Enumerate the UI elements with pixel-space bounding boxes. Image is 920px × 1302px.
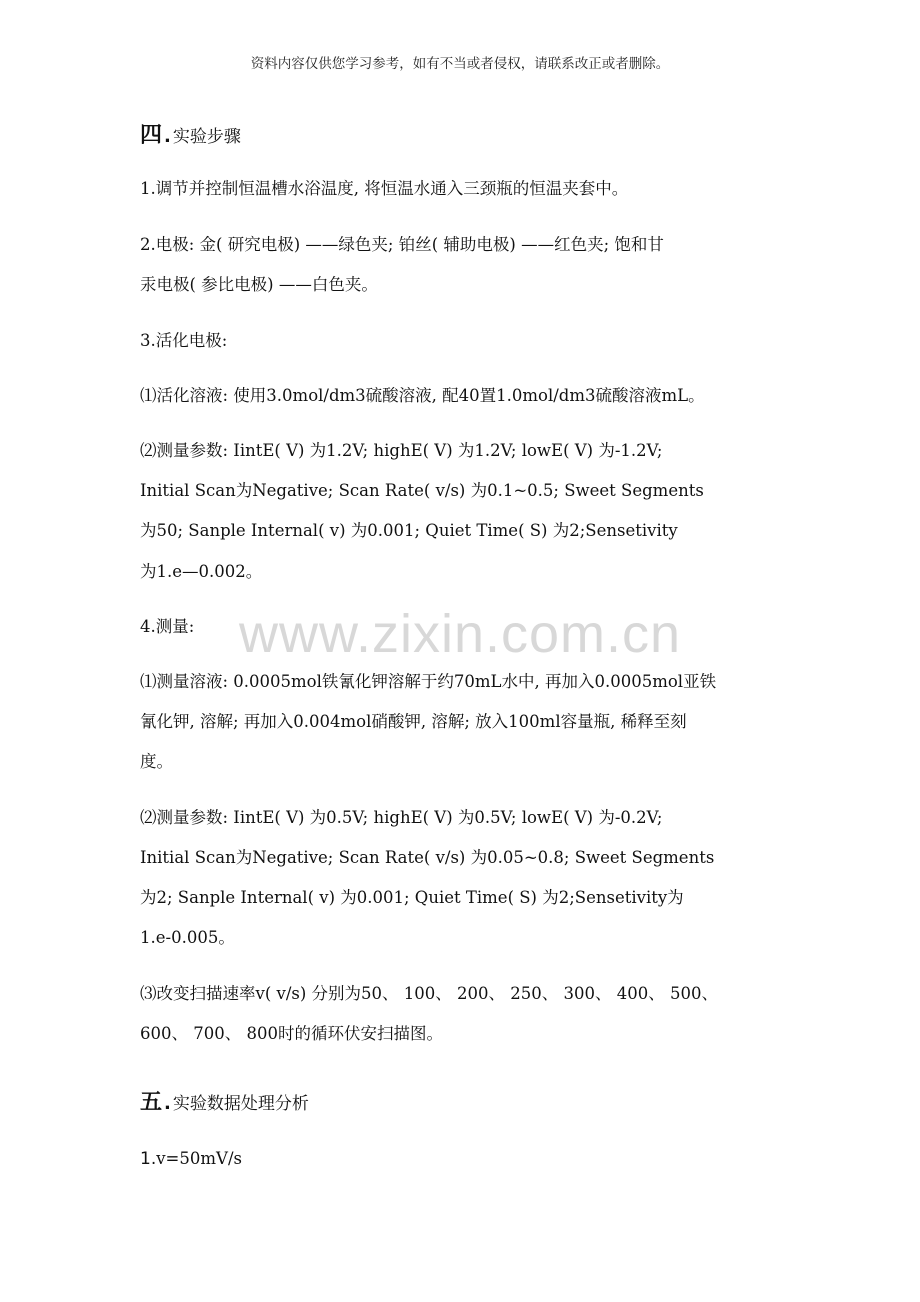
step-4-3-line-1: ⑶改变扫描速率v( v/s) 分别为50、 100、 200、 250、 300、 400、 500、 xyxy=(140,984,718,1003)
step-4-1-line-2: 氰化钾, 溶解; 再加入0.004mol硝酸钾, 溶解; 放入100ml容量瓶, 稀释至刻 xyxy=(140,712,687,731)
step-4-2-line-1: ⑵测量参数: IintE( V) 为0.5V; highE( V) 为0.5V; lowE( V) 为-0.2V; xyxy=(140,808,663,827)
step-3-2-line-3: 为50; Sanple Internal( v) 为0.001; Quiet Time( S) 为2;Sensetivity xyxy=(140,521,678,540)
step-4-2-line-2: Initial Scan为Negative; Scan Rate( v/s) 为0.05~0.8; Sweet Segments xyxy=(140,848,715,867)
step-4-1-line-1: ⑴测量溶液: 0.0005mol铁氰化钾溶解于约70mL水中, 再加入0.0005mol亚铁 xyxy=(140,672,717,691)
section-number: 四 xyxy=(140,123,163,148)
step-1: 1.调节并控制恒温槽水浴温度, 将恒温水通入三颈瓶的恒温夹套中。 xyxy=(140,179,629,198)
section-number: 五 xyxy=(140,1090,163,1115)
section-dot: . xyxy=(164,126,171,147)
section-title: 实验步骤 xyxy=(172,127,241,147)
step-3-2-line-1: ⑵测量参数: IintE( V) 为1.2V; highE( V) 为1.2V; lowE( V) 为-1.2V; xyxy=(140,441,663,460)
step-2-line-1: 2.电极: 金( 研究电极) ——绿色夹; 铂丝( 辅助电极) ——红色夹; 饱和甘 xyxy=(140,235,664,254)
subsection-text: v=50mV/s xyxy=(156,1149,242,1168)
section-heading-5 xyxy=(140,1085,309,1116)
section-heading-4 xyxy=(140,118,241,149)
step-4-1-line-3: 度。 xyxy=(140,752,173,771)
section-title: 实验数据处理分析 xyxy=(172,1094,309,1114)
step-4-2-line-4: 1.e-0.005。 xyxy=(140,928,235,947)
watermark-text: www.zixin.com.cn xyxy=(238,604,682,664)
step-3-1: ⑴活化溶液: 使用3.0mol/dm3硫酸溶液, 配40置1.0mol/dm3硫酸溶液mL。 xyxy=(140,386,705,405)
step-4-2-line-3: 为2; Sanple Internal( v) 为0.001; Quiet Time( S) 为2;Sensetivity为 xyxy=(140,888,684,907)
section-dot: . xyxy=(164,1093,171,1114)
disclaimer-header: 资料内容仅供您学习参考，如有不当或者侵权，请联系改正或者删除。 xyxy=(250,56,670,72)
step-4: 4.测量: xyxy=(140,617,195,636)
subsection-number: 1. xyxy=(140,1149,157,1169)
step-3: 3.活化电极: xyxy=(140,331,228,350)
step-3-2-line-4: 为1.e—0.002。 xyxy=(140,562,263,581)
step-4-3-line-2: 600、 700、 800时的循环伏安扫描图。 xyxy=(140,1024,443,1043)
step-3-2-line-2: Initial Scan为Negative; Scan Rate( v/s) 为0.1~0.5; Sweet Segments xyxy=(140,481,704,500)
step-2-line-2: 汞电极( 参比电极) ——白色夹。 xyxy=(140,275,378,294)
subsection-1 xyxy=(140,1149,242,1169)
